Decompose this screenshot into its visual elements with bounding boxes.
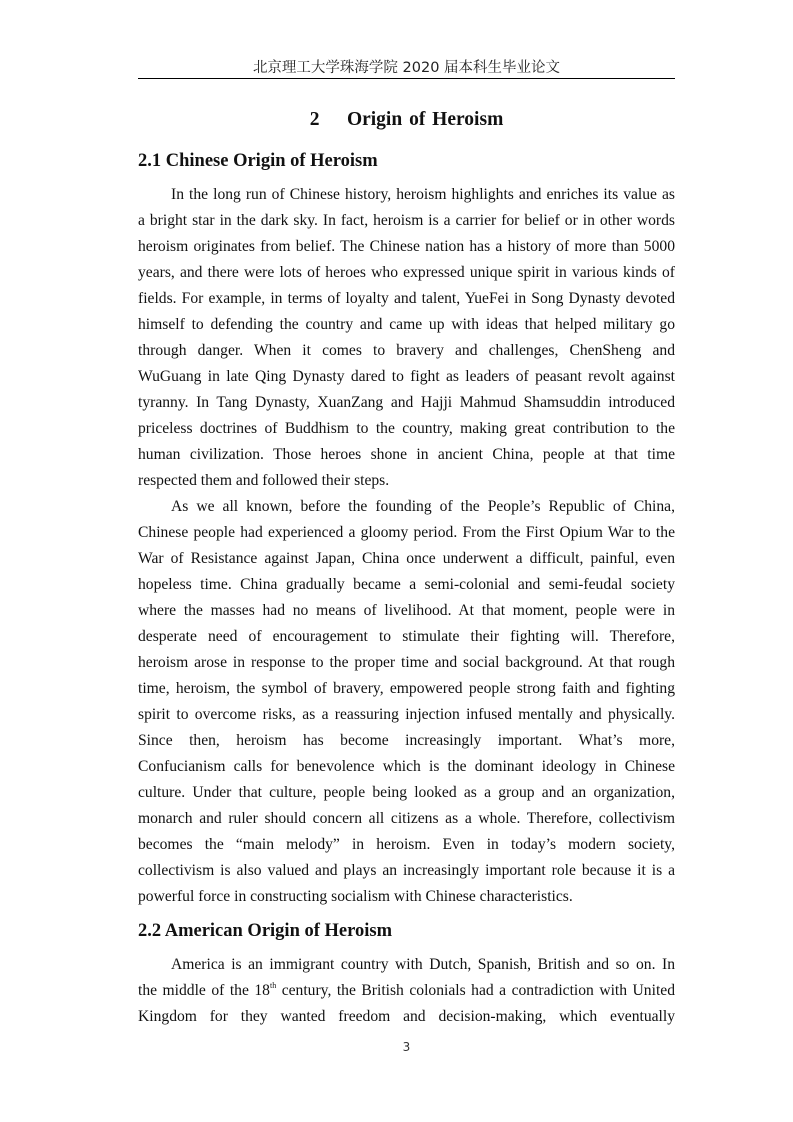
paragraph-line: human civilization. Those heroes shone in ancient China, people at that time <box>138 446 675 463</box>
running-header: 北京理工大学珠海学院 2020 届本科生毕业论文 <box>252 60 561 76</box>
paragraph-line: WuGuang in late Qing Dynasty dared to fight as leaders of peasant revolt against <box>138 368 675 385</box>
paragraph-line: Kingdom for they wanted freedom and decision-making, which eventually <box>138 1008 675 1025</box>
paragraph-line: desperate need of encouragement to stimulate their fighting will. Therefore, <box>138 628 675 645</box>
text-run: the middle of the 18 <box>138 982 270 999</box>
paragraph-line: fields. For example, in terms of loyalty and talent, YueFei in Song Dynasty devoted <box>138 290 675 307</box>
paragraph-line: Since then, heroism has become increasingly important. What’s more, <box>138 732 675 749</box>
page-number: 3 <box>402 1040 411 1054</box>
paragraph-line: In the long run of Chinese history, heroism highlights and enriches its value as <box>171 186 675 203</box>
paragraph-line: collectivism is also valued and plays an increasingly important role because it is a <box>138 862 675 879</box>
header-rule <box>138 78 675 79</box>
paragraph-line: monarch and ruler should concern all citizens as a whole. Therefore, collectivism <box>138 810 675 827</box>
paragraph-line: where the masses had no means of livelihood. At that moment, people were in <box>138 602 675 619</box>
paragraph-line: Confucianism calls for benevolence which is the dominant ideology in Chinese <box>138 758 675 775</box>
paragraph-line: powerful force in constructing socialism with Chinese characteristics. <box>138 888 573 905</box>
paragraph-line: America is an immigrant country with Dutch, Spanish, British and so on. In <box>171 956 675 973</box>
paragraph-line: hopeless time. China gradually became a semi-colonial and semi-feudal society <box>138 576 675 593</box>
paragraph-line: tyranny. In Tang Dynasty, XuanZang and Hajji Mahmud Shamsuddin introduced <box>138 394 675 411</box>
paragraph-line: becomes the “main melody” in heroism. Even in today’s modern society, <box>138 836 675 853</box>
paragraph-chinese-origin-1 <box>138 182 675 494</box>
paragraph-american-origin-1 <box>138 952 675 1030</box>
chapter-title: 2 Origin of Heroism <box>309 109 504 130</box>
paragraph-line: years, and there were lots of heroes who expressed unique spirit in various kinds of <box>138 264 675 281</box>
paragraph-line: As we all known, before the founding of the People’s Republic of China, <box>171 498 675 515</box>
paragraph-chinese-origin-2 <box>138 494 675 910</box>
paragraph-line: himself to defending the country and came up with ideas that helped military go <box>138 316 675 333</box>
section-title-2-2: 2.2 American Origin of Heroism <box>138 921 392 941</box>
paragraph-line: through danger. When it comes to bravery and challenges, ChenSheng and <box>138 342 675 359</box>
paragraph-line: heroism arose in response to the proper time and social background. At that rough <box>138 654 675 671</box>
paragraph-line: respected them and followed their steps. <box>138 472 390 489</box>
paragraph-line: War of Resistance against Japan, China once underwent a difficult, painful, even <box>138 550 675 567</box>
paragraph-line: a bright star in the dark sky. In fact, heroism is a carrier for belief or in other words <box>138 212 675 229</box>
text-run: century, the British colonials had a contradiction with United <box>276 982 675 999</box>
paragraph-line <box>138 978 675 1004</box>
paragraph-line: heroism originates from belief. The Chinese nation has a history of more than 5000 <box>138 238 675 255</box>
paragraph-line: Chinese people had experienced a gloomy period. From the First Opium War to the <box>138 524 675 541</box>
paragraph-line: spirit to overcome risks, as a reassuring injection infused mentally and physically. <box>138 706 675 723</box>
superscript-ordinal: th <box>269 981 277 990</box>
paragraph-line: culture. Under that culture, people being looked as a group and an organization, <box>138 784 675 801</box>
paragraph-line: priceless doctrines of Buddhism to the country, making great contribution to the <box>138 420 675 437</box>
section-title-2-1: 2.1 Chinese Origin of Heroism <box>138 151 378 171</box>
paragraph-line: time, heroism, the symbol of bravery, empowered people strong faith and fighting <box>138 680 675 697</box>
